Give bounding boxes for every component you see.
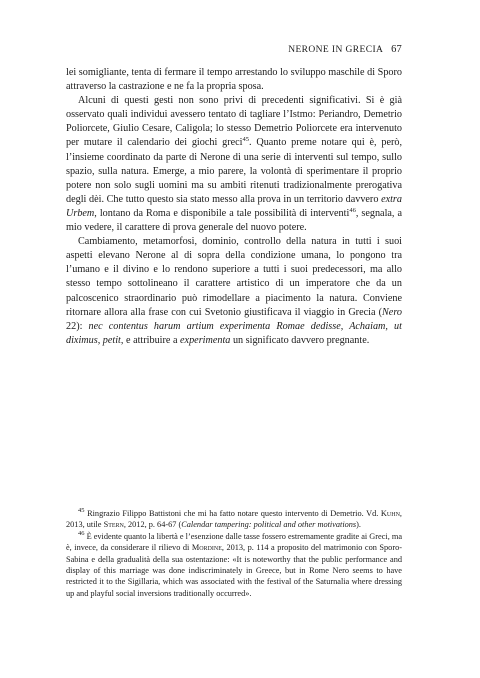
footnote-45-text-c: , 2012, p. 64-67 ( (123, 520, 182, 530)
footnote-46-text-b: , 2013, p. 114 a proposito del matrimonio con Sporo-Sabina e della gradualità della sua ostentazione: «It is noteworthy that the public performance and display of this marriage was done indiscriminately in Greece, but in Rome Nero seems to have restricted it to the Sigillaria, which was associated with the festival of the Saturnalia where dressing up and playful social inversions traditionally occurred». (66, 543, 402, 598)
paragraph-1-text: lei somigliante, tenta di fermare il tempo arrestando lo sviluppo maschile di Sporo attraverso la castrazione e ne fa la propria sposa. (66, 67, 402, 93)
footnote-ref-45[interactable]: 45 (242, 136, 249, 144)
body-text (66, 66, 402, 348)
footnote-ref-46[interactable]: 46 (349, 206, 356, 214)
footnote-45 (66, 508, 402, 531)
paragraph-3 (66, 235, 402, 348)
footnote-45-text-b: , 2013, utile (66, 509, 402, 530)
paragraph-3-latin-quote: nec contentus harum artium experimenta Romae dedisse, Achaiam, ut diximus, petit (66, 320, 402, 346)
paragraph-3-text-d: un significato davvero pregnante. (230, 334, 370, 346)
paragraph-2-text-c: , lontano da Roma e disponibile a tale possibilità di interventi (94, 207, 350, 219)
footnote-46-text-a: È evidente quanto la libertà e l’esenzione dalle tasse fossero estremamente gradite ai Greci, ma è, invece, da considerare il rilievo di (66, 531, 402, 553)
footnote-45-author-stern: Stern (103, 520, 124, 530)
paragraph-2-text-a: Alcuni di questi gesti non sono privi di precedenti significativi. Si è già osservato quali individui avessero tentato di tagliare l’Istmo: Periandro, Demetrio Poliorcete, Giulio Cesare, Caligola; lo stesso Demetrio Poliorcete era intervenuto per mutare il calendario dei giochi greci (66, 95, 402, 149)
footnote-45-text-a: Ringrazio Filippo Battistoni che mi ha fatto notare questo intervento di Demetrio. Vd. (84, 509, 381, 518)
paragraph-3-italic-experimenta: experimenta (180, 334, 231, 346)
running-head-title: NERONE IN GRECIA (288, 45, 384, 55)
footnote-46 (66, 531, 402, 599)
footnote-45-text-d: ). (356, 520, 362, 530)
footnote-46-number: 46 (78, 529, 85, 537)
footnote-45-italic-title: Calendar tampering: political and other motivations (181, 520, 357, 530)
paragraph-1 (66, 66, 402, 94)
paragraph-3-text-a: Cambiamento, metamorfosi, dominio, controllo della natura in tutti i suoi aspetti elevano Nerone al di sopra della condizione umana, lo pongono tra l’umano e il divino e lo rendono superiore a tutti i suoi predecessori, ma allo stesso tempo sottolineano il carattere artistico di un imperatore che da un palcoscenico straordinario può rimodellare a piacimento la natura. Conviene ritornare allora alla frase con cui Svetonio giustificava il viaggio in Grecia ( (66, 236, 402, 318)
page-number: 67 (391, 44, 402, 55)
paragraph-3-text-b: 22): (66, 320, 89, 332)
paragraph-2-italic: extra Urbem (66, 193, 402, 219)
footnote-45-author-kuhn: Kuhn (380, 509, 400, 518)
paragraph-2-text-d: , segnala, a mio vedere, il carattere di prova generale del nuovo potere. (66, 207, 402, 234)
footnote-45-number: 45 (78, 507, 85, 514)
paragraph-2-text-b: . Quanto preme notare qui è, però, l’insieme coordinato da parte di Nerone di una serie di interventi sul tempo, sullo spazio, sulla natura. Emerge, a mio parere, la volontà di sperimentare il proprio potere non solo sugli uomini ma su ambiti ritenuti tradizionalmente prerogativa degli dèi. Che tutto questo sia stato messo alla prova in un territorio davvero (66, 137, 402, 205)
paragraph-2 (66, 94, 402, 235)
running-head (66, 44, 402, 55)
paragraph-3-text-c: , e attribuire a (120, 334, 181, 346)
footnote-46-author-mordine: Mordine (191, 543, 222, 553)
footnotes (66, 508, 402, 599)
paragraph-3-italic-nero: Nero (382, 306, 402, 318)
